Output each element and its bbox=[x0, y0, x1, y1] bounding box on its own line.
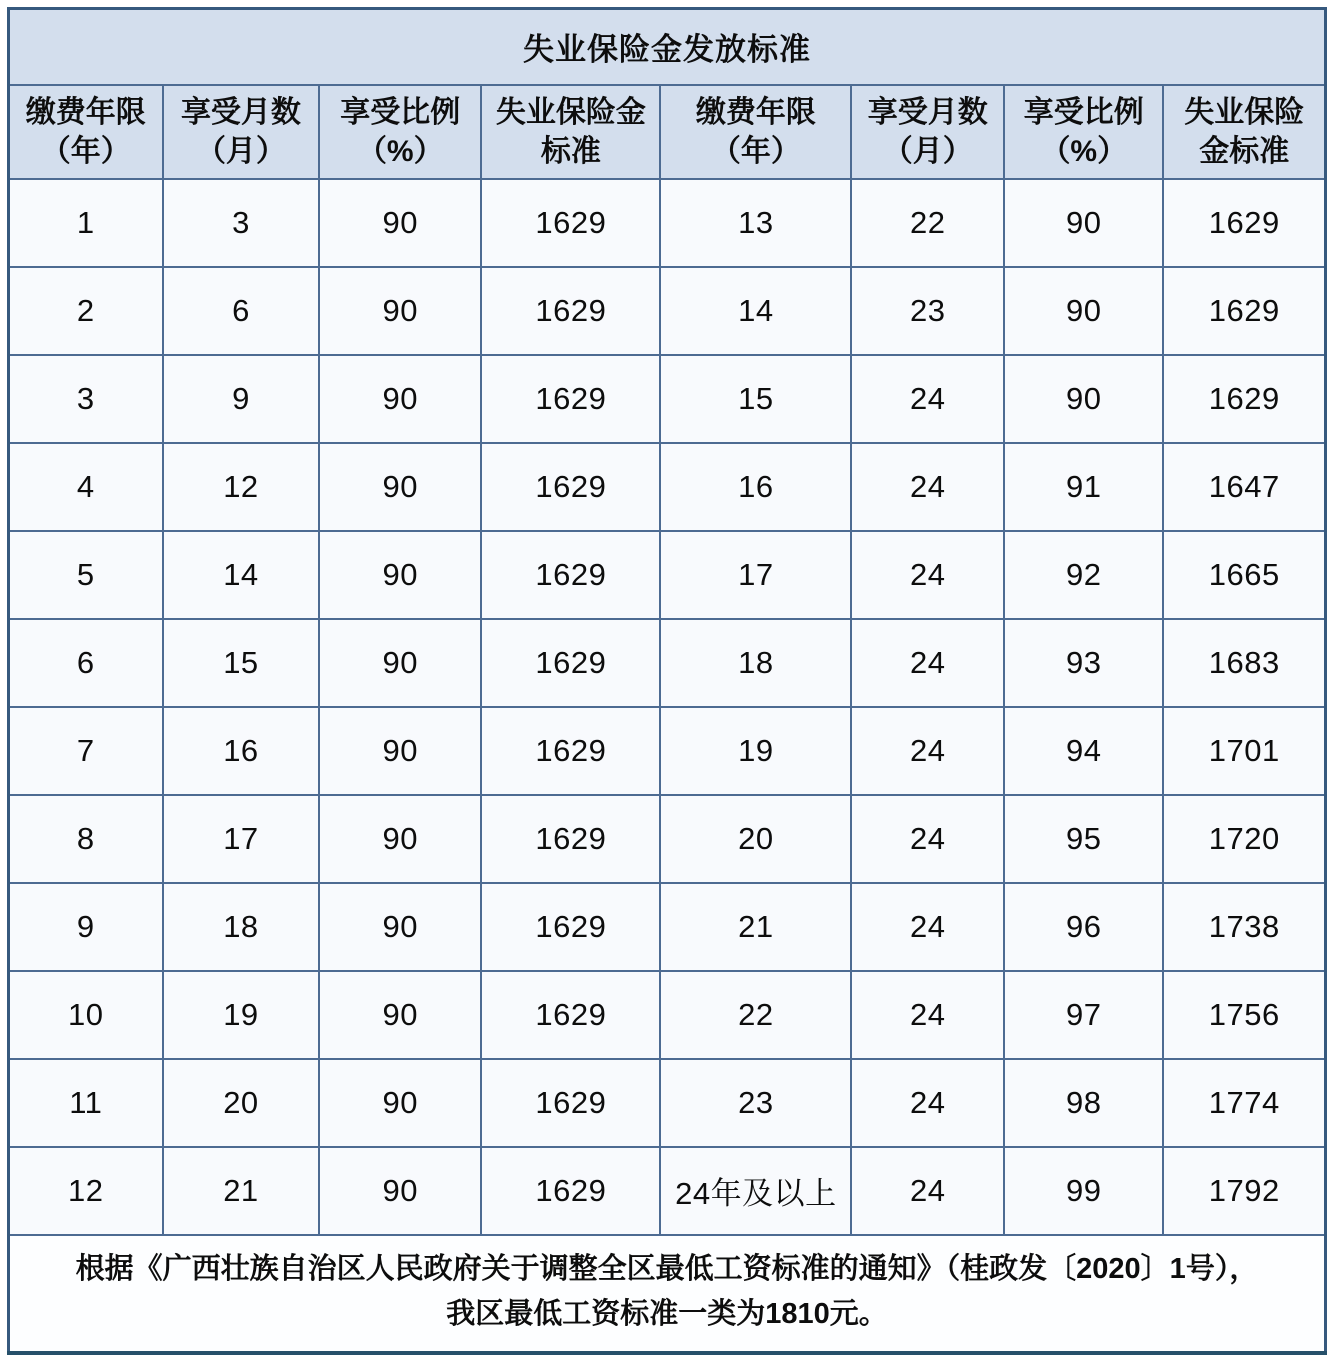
column-header-line1: 缴费年限 bbox=[695, 95, 816, 129]
table-row bbox=[9, 1147, 1326, 1235]
table-cell: 17 bbox=[660, 531, 851, 619]
table-cell: 1720 bbox=[1163, 795, 1325, 883]
table-cell: 90 bbox=[319, 267, 481, 355]
table-cell: 1629 bbox=[481, 355, 660, 443]
table-cell: 90 bbox=[319, 707, 481, 795]
table-cell: 16 bbox=[660, 443, 851, 531]
table-row bbox=[9, 267, 1326, 355]
column-header-line1: 失业保险 bbox=[1184, 95, 1305, 129]
table-cell: 11 bbox=[9, 1059, 163, 1147]
table-cell: 90 bbox=[319, 355, 481, 443]
table-cell: 12 bbox=[9, 1147, 163, 1235]
table-cell: 1629 bbox=[1163, 355, 1325, 443]
table-cell: 21 bbox=[660, 883, 851, 971]
column-header-line1: 享受月数 bbox=[867, 95, 988, 129]
table-cell: 90 bbox=[319, 883, 481, 971]
table-cell: 21 bbox=[163, 1147, 320, 1235]
table-cell: 1629 bbox=[1163, 267, 1325, 355]
table-cell: 20 bbox=[660, 795, 851, 883]
table-cell: 1629 bbox=[481, 707, 660, 795]
table-cell: 22 bbox=[660, 971, 851, 1059]
table-cell: 98 bbox=[1004, 1059, 1163, 1147]
column-header-line2: （年） bbox=[710, 134, 801, 168]
table-cell: 1629 bbox=[481, 795, 660, 883]
table-cell: 1629 bbox=[481, 267, 660, 355]
table-cell: 90 bbox=[319, 619, 481, 707]
table-cell: 24年及以上 bbox=[660, 1147, 851, 1235]
column-header-line1: 失业保险金 bbox=[495, 95, 646, 129]
table-cell: 95 bbox=[1004, 795, 1163, 883]
table-cell: 90 bbox=[1004, 267, 1163, 355]
column-header-line2: 标准 bbox=[540, 134, 601, 168]
table-cell: 1738 bbox=[1163, 883, 1325, 971]
table-cell: 1 bbox=[9, 179, 163, 267]
table-cell: 24 bbox=[851, 795, 1004, 883]
table-cell: 24 bbox=[851, 971, 1004, 1059]
column-header-months-left bbox=[163, 85, 320, 179]
table-cell: 90 bbox=[319, 179, 481, 267]
table-cell: 90 bbox=[1004, 355, 1163, 443]
table-cell: 18 bbox=[163, 883, 320, 971]
table-cell: 24 bbox=[851, 707, 1004, 795]
table-cell: 90 bbox=[1004, 179, 1163, 267]
table-row bbox=[9, 355, 1326, 443]
table-cell: 1629 bbox=[481, 1059, 660, 1147]
table-cell: 1647 bbox=[1163, 443, 1325, 531]
table-cell: 1701 bbox=[1163, 707, 1325, 795]
table-cell: 18 bbox=[660, 619, 851, 707]
column-header-line1: 享受月数 bbox=[180, 95, 301, 129]
table-cell: 96 bbox=[1004, 883, 1163, 971]
footnote-line2: 我区最低工资标准一类为1810元。 bbox=[446, 1298, 888, 1330]
table-row bbox=[9, 707, 1326, 795]
table-cell: 1629 bbox=[481, 179, 660, 267]
table-cell: 15 bbox=[163, 619, 320, 707]
table-cell: 24 bbox=[851, 619, 1004, 707]
page-title: 失业保险金发放标准 bbox=[9, 9, 1326, 85]
column-header-percent-left bbox=[319, 85, 481, 179]
table-cell: 5 bbox=[9, 531, 163, 619]
table-cell: 90 bbox=[319, 971, 481, 1059]
table-row bbox=[9, 883, 1326, 971]
table-row bbox=[9, 1059, 1326, 1147]
column-header-row bbox=[9, 85, 1326, 179]
table-row bbox=[9, 179, 1326, 267]
table-cell: 6 bbox=[163, 267, 320, 355]
column-header-line1: 缴费年限 bbox=[25, 95, 146, 129]
table-cell: 24 bbox=[851, 443, 1004, 531]
column-header-line2: （年） bbox=[40, 134, 131, 168]
table-cell: 91 bbox=[1004, 443, 1163, 531]
column-header-line2: （月） bbox=[882, 134, 973, 168]
table-cell: 3 bbox=[9, 355, 163, 443]
column-header-years-left bbox=[9, 85, 163, 179]
unemployment-insurance-table bbox=[7, 7, 1327, 1355]
table-cell: 90 bbox=[319, 531, 481, 619]
table-cell: 94 bbox=[1004, 707, 1163, 795]
table-cell: 24 bbox=[851, 531, 1004, 619]
column-header-line1: 享受比例 bbox=[1023, 95, 1144, 129]
table-cell: 4 bbox=[9, 443, 163, 531]
table-cell: 14 bbox=[660, 267, 851, 355]
table-cell: 17 bbox=[163, 795, 320, 883]
table-row bbox=[9, 443, 1326, 531]
table-cell: 93 bbox=[1004, 619, 1163, 707]
column-header-standard-left bbox=[481, 85, 660, 179]
column-header-line2: （月） bbox=[195, 134, 286, 168]
table-cell: 92 bbox=[1004, 531, 1163, 619]
table-cell: 22 bbox=[851, 179, 1004, 267]
footnote bbox=[9, 1235, 1326, 1353]
column-header-line2: （%） bbox=[356, 134, 444, 168]
table-row bbox=[9, 619, 1326, 707]
table-cell: 90 bbox=[319, 795, 481, 883]
table-row bbox=[9, 795, 1326, 883]
table-cell: 8 bbox=[9, 795, 163, 883]
table-cell: 24 bbox=[851, 1059, 1004, 1147]
table-cell: 99 bbox=[1004, 1147, 1163, 1235]
table-cell: 24 bbox=[851, 883, 1004, 971]
table-cell: 9 bbox=[9, 883, 163, 971]
table-cell: 15 bbox=[660, 355, 851, 443]
table-cell: 9 bbox=[163, 355, 320, 443]
table-cell: 1629 bbox=[481, 531, 660, 619]
table-cell: 1774 bbox=[1163, 1059, 1325, 1147]
table-cell: 90 bbox=[319, 1059, 481, 1147]
column-header-standard-right bbox=[1163, 85, 1325, 179]
table-cell: 1629 bbox=[481, 619, 660, 707]
table-cell: 1629 bbox=[481, 971, 660, 1059]
table-cell: 1629 bbox=[481, 1147, 660, 1235]
table-cell: 13 bbox=[660, 179, 851, 267]
table-cell: 1629 bbox=[481, 883, 660, 971]
table-cell: 19 bbox=[660, 707, 851, 795]
column-header-line2: 金标准 bbox=[1199, 134, 1290, 168]
footnote-row bbox=[9, 1235, 1326, 1353]
table-cell: 16 bbox=[163, 707, 320, 795]
table-cell: 3 bbox=[163, 179, 320, 267]
table-cell: 1756 bbox=[1163, 971, 1325, 1059]
table-cell: 12 bbox=[163, 443, 320, 531]
table-cell: 24 bbox=[851, 355, 1004, 443]
table-cell: 19 bbox=[163, 971, 320, 1059]
table-cell: 2 bbox=[9, 267, 163, 355]
table-cell: 7 bbox=[9, 707, 163, 795]
table-cell: 90 bbox=[319, 443, 481, 531]
table-cell: 1629 bbox=[481, 443, 660, 531]
table-cell: 24 bbox=[851, 1147, 1004, 1235]
column-header-months-right bbox=[851, 85, 1004, 179]
table-cell: 97 bbox=[1004, 971, 1163, 1059]
table-cell: 6 bbox=[9, 619, 163, 707]
table-cell: 1629 bbox=[1163, 179, 1325, 267]
table-cell: 23 bbox=[660, 1059, 851, 1147]
column-header-percent-right bbox=[1004, 85, 1163, 179]
column-header-line2: （%） bbox=[1040, 134, 1128, 168]
table-cell: 1792 bbox=[1163, 1147, 1325, 1235]
column-header-years-right bbox=[660, 85, 851, 179]
table-cell: 14 bbox=[163, 531, 320, 619]
title-row bbox=[9, 9, 1326, 85]
footnote-line1: 根据《广西壮族自治区人民政府关于调整全区最低工资标准的通知》（桂政发〔2020〕1号）， bbox=[75, 1253, 1259, 1286]
table-cell: 1665 bbox=[1163, 531, 1325, 619]
column-header-line1: 享受比例 bbox=[340, 95, 461, 129]
table-cell: 90 bbox=[319, 1147, 481, 1235]
table-cell: 1683 bbox=[1163, 619, 1325, 707]
table-cell: 23 bbox=[851, 267, 1004, 355]
table-cell: 20 bbox=[163, 1059, 320, 1147]
table-row bbox=[9, 531, 1326, 619]
table-cell: 10 bbox=[9, 971, 163, 1059]
table-row bbox=[9, 971, 1326, 1059]
